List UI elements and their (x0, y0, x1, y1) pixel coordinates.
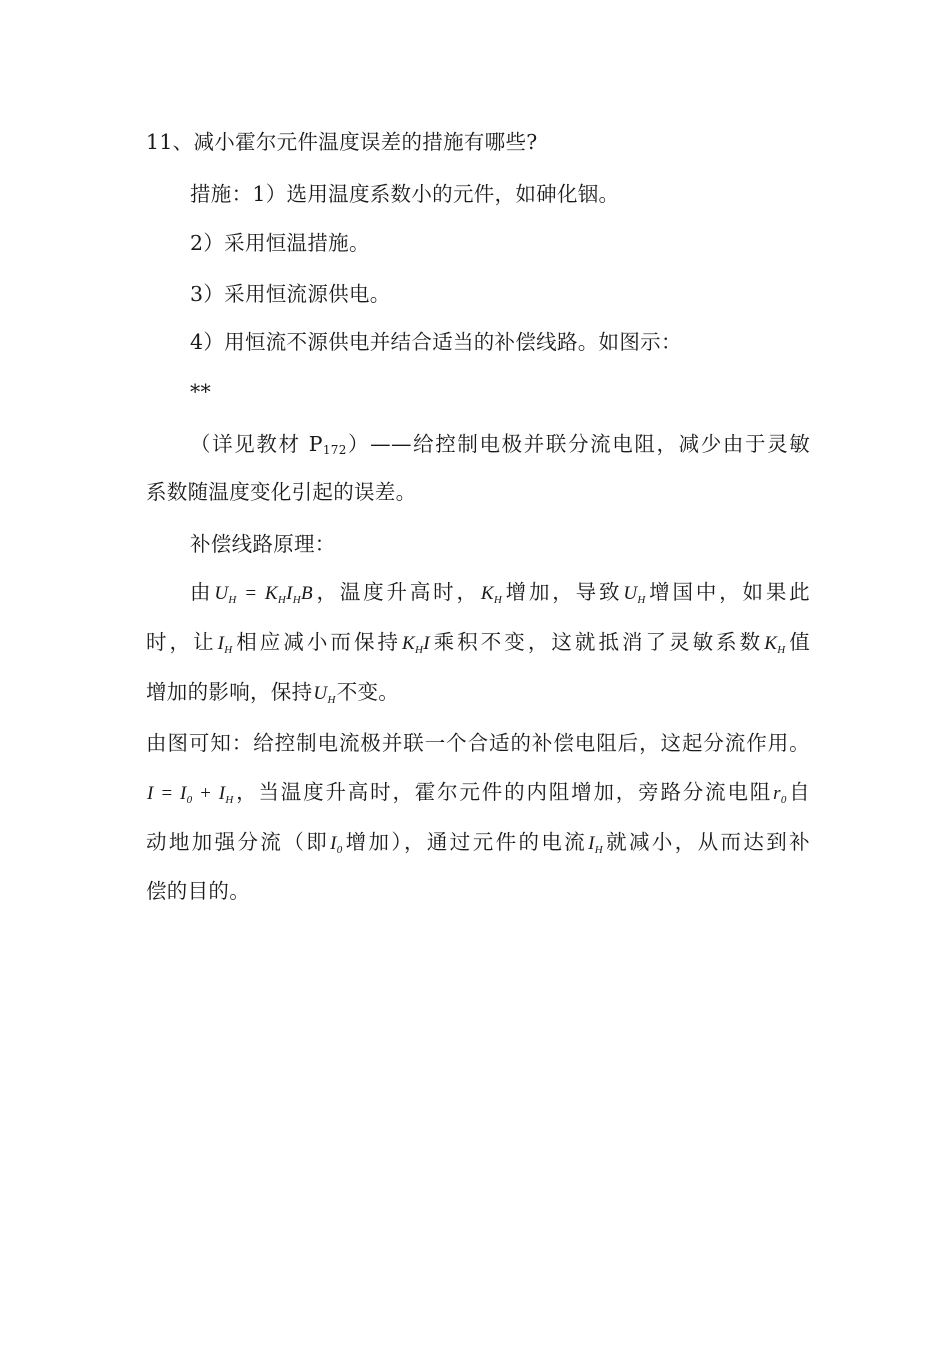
principle-text: 值 (786, 630, 810, 654)
reference-text-b: ）——给控制电极并联分流电阻，减少由于灵敏 (346, 432, 810, 456)
principle-text: 时，让 (146, 630, 217, 654)
symbol-UH: $U_H$ (623, 583, 646, 606)
symbol-I0: $I_0$ (330, 833, 343, 856)
symbol-UH: $U_H$ (313, 683, 336, 706)
principle-text: 相应减小而保持 (233, 630, 402, 654)
conclusion-text: ，当温度升高时，霍尔元件的内阻增加，旁路分流电阻 (234, 780, 773, 804)
principle-text: 由 (190, 580, 214, 604)
question-title: 11、减小霍尔元件温度误差的措施有哪些? (146, 130, 538, 154)
conclusion-line-2 (146, 778, 810, 808)
symbol-KH: $K_H$ (764, 633, 786, 656)
reference-line-2: 系数随温度变化引起的误差。 (146, 480, 417, 504)
symbol-r0: $r_0$ (773, 783, 787, 806)
principle-text: 乘积不变，这就抵消了灵敏系数 (430, 630, 764, 654)
measure-1: 措施：1）选用温度系数小的元件，如砷化铟。 (190, 182, 620, 206)
reference-page-number: 172 (322, 443, 347, 457)
principle-line-3 (146, 678, 810, 708)
figure-placeholder-stars: ** (190, 380, 212, 404)
symbol-KHI: $K_HI$ (402, 633, 430, 656)
conclusion-line-1: 由图可知：给控制电流极并联一个合适的补偿电阻后，这起分流作用。 (146, 731, 810, 755)
principle-text: 增国中，如果此 (646, 580, 810, 604)
principle-line-1 (190, 578, 810, 608)
principle-text: ，温度升高时， (313, 580, 480, 604)
measure-2: 2）采用恒温措施。 (190, 231, 370, 255)
conclusion-text: 就减小，从而达到补 (604, 830, 810, 854)
reference-line-1 (190, 430, 810, 458)
formula-hall-voltage: $U_H = K_HI_HB$ (214, 583, 313, 606)
conclusion-text: 动地加强分流（即 (146, 830, 330, 854)
symbol-KH: $K_H$ (480, 583, 503, 606)
principle-heading: 补偿线路原理： (190, 532, 336, 556)
measure-3: 3）采用恒流源供电。 (190, 282, 391, 306)
reference-text-a: （详见教材 P (190, 432, 323, 456)
conclusion-text: 增加），通过元件的电流 (343, 830, 588, 854)
symbol-IH: $I_H$ (217, 633, 233, 656)
principle-line-2 (146, 628, 810, 658)
conclusion-text: 自 (787, 780, 810, 804)
conclusion-line-4: 偿的目的。 (146, 879, 250, 903)
formula-current-sum: $I = I_0 + I_H$ (147, 783, 234, 806)
conclusion-line-3 (146, 828, 810, 858)
measure-4: 4）用恒流不源供电并结合适当的补偿线路。如图示： (190, 330, 682, 354)
principle-text: 不变。 (336, 680, 400, 704)
principle-text: 增加，导致 (503, 580, 623, 604)
principle-text: 增加的影响，保持 (146, 680, 313, 704)
symbol-IH: $I_H$ (588, 833, 604, 856)
